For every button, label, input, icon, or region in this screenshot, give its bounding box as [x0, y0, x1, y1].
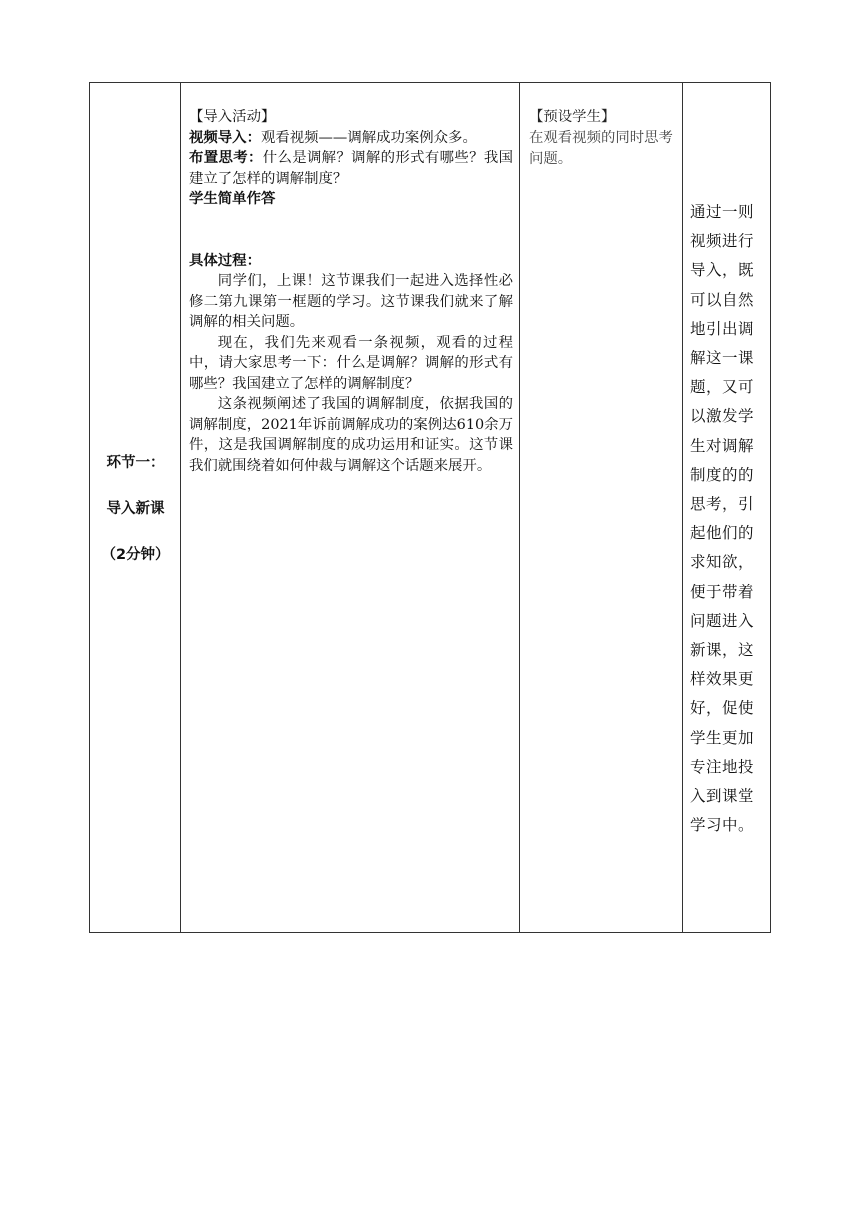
stage-column — [90, 83, 181, 932]
teacher-activity-cell — [189, 107, 513, 476]
student-answer-line: 学生简单作答 — [189, 191, 276, 207]
design-intent-column — [683, 83, 771, 932]
video-intro-label: 视频导入： — [189, 129, 261, 146]
student-activity-text: 在观看视频的同时思考问题。 — [529, 130, 673, 167]
design-intent-text: 通过一则视频进行导入，既可以自然地引出调解这一课题，又可以激发学生对调解制度的的思考，引起他们的求知欲，便于带着问题进入新课，这样效果更好，促使学生更加专注地投入到课堂学习中。 — [690, 203, 755, 835]
spacer — [189, 210, 513, 251]
student-activity-column — [520, 83, 683, 932]
video-intro-text: 观看视频——调解成功案例众多。 — [260, 129, 477, 146]
process-paragraph-2: 现在，我们先来观看一条视频，观看的过程中，请大家思考一下：什么是调解？调解的形式有哪些？我国建立了怎样的调解制度？ — [189, 334, 513, 392]
assign-thinking-text: 什么是调解？调解的形式有哪些？我国建立了怎样的调解制度？ — [189, 150, 513, 187]
process-paragraph-1: 同学们，上课！这节课我们一起进入选择性必修二第九课第一框题的学习。这节课我们就来了解调解的相关问题。 — [189, 273, 513, 330]
stage-title: 导入新课 — [106, 501, 165, 517]
lesson-plan-table — [89, 82, 771, 933]
student-activity-heading: 【预设学生】 — [529, 109, 616, 125]
stage-cell — [90, 449, 181, 587]
assign-thinking-line — [189, 148, 513, 189]
teacher-activity-heading: 【导入活动】 — [189, 109, 276, 125]
student-activity-cell — [529, 107, 677, 170]
process-label: 具体过程： — [189, 252, 261, 269]
stage-name: 环节一： — [106, 455, 165, 471]
stage-duration: （2分钟） — [101, 547, 170, 563]
video-intro-line — [189, 128, 513, 149]
process-paragraph-3: 这条视频阐述了我国的调解制度，依据我国的调解制度，2021年诉前调解成功的案例达610余万件，这是我国调解制度的成功运用和证实。这节课我们就围绕着如何仲裁与调解这个话题来展开。 — [189, 396, 513, 474]
assign-thinking-label: 布置思考： — [189, 150, 263, 166]
teacher-activity-column — [181, 83, 520, 932]
